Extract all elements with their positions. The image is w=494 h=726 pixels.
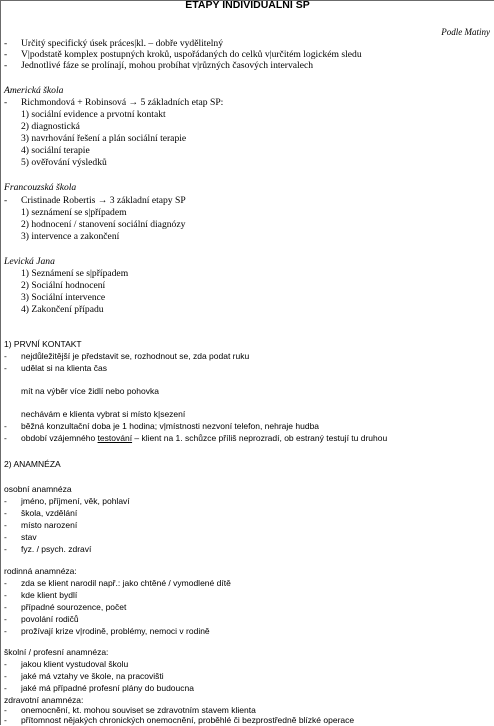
list-item: 2) hodnocení / stanovení sociální diagnózy: [21, 219, 186, 230]
bullet-mark: -: [4, 49, 8, 60]
list-item: 3) Sociální intervence: [21, 292, 106, 303]
list-item-continuation: mít na výběr více židlí nebo pohovka: [21, 386, 159, 396]
section-heading-contact: 1) PRVNÍ KONTAKT: [4, 339, 82, 349]
document-page: ETAPY INDIVIDUÁLNÍ SP Podle Matiny - Určitý specifický úsek práces|kl. – dobře vydělitelný - V|podstatě komplex postupných kroků, uspořádaných do celků v|určitém logickém sledu - Jednotlivé fáze se prolínají, mohou probíhat v|různých časových intervalech Americká škola - Richmondová + Robinsová → 5 základních etap SP: 1) sociální evidence a prvotní kontakt 2) diagnostická 3) navrhování řešení a plán sociální terapie 4) sociální terapie 5) ověřování výsledků Francouzská škola - Cristinade Robertis → 3 základní etapy SP 1) seznámení se s|případem 2) hodnocení / stanovení sociální diagnózy 3) intervence a zakončení Levická Jana 1) Seznámení se s|případem 2) Sociální hodnocení 3) Sociální intervence 4) Zakončení případu 1) PRVNÍ KONTAKT - nejdůležitější je představit se, rozhodnout se, zda podat ruku - udělat si na klienta čas mít na výběr více židlí nebo pohovka nechávám e klienta vybrat si místo k|sezení - běžná konzultační doba je 1 hodina; v|místnosti nezvoní telefon, nehraje hudba - období vzájemného testování – klient na 1. schůzce příliš neprozradí, ob estraný testují tu druhou 2) ANAMNÉZA osobní anamnéza - jméno, příjmení, věk, pohlaví - škola, vzdělání - místo narození - stav - fyz. / psych. zdraví rodinná anamnéza: - zda se klient narodil např.: jako chtěné / vymodlené dítě - kde klient bydlí - případné sourozence, počet - povolání rodičů - prožívají krize v|rodině, problémy, nemoci v rodině školní / profesní anamnéza: - jakou klient vystudoval školu - jaké má vztahy ve škole, na pracovišti - jaké má případné profesní plány do budoucna zdravotní anamnéza: - onemocnění, kt. mohou souviset se zdravotním stavem klienta - přítomnost nějakých chronických onemocnění, proběhlé či bezprostředně blízké operace: [0, 0, 494, 725]
list-item: 1) seznámení se s|případem: [21, 207, 127, 218]
section-heading-levicka: Levická Jana: [4, 256, 55, 267]
section-heading-anamneza: 2) ANAMNÉZA: [4, 459, 61, 469]
subheading-rodinna: rodinná anamnéza:: [4, 566, 77, 576]
subheading-osobni: osobní anamnéza: [4, 484, 72, 494]
subheading-zdravotni: zdravotní anamnéza:: [4, 695, 84, 705]
list-item: 4) sociální terapie: [21, 145, 90, 156]
list-item: 2) diagnostická: [21, 121, 80, 132]
author-note: Podle Matiny: [441, 27, 490, 37]
bullet-mark: -: [4, 38, 8, 49]
section-heading-american: Americká škola: [4, 85, 64, 96]
page-title: ETAPY INDIVIDUÁLNÍ SP: [185, 0, 310, 11]
list-item: 5) ověřování výsledků: [21, 157, 107, 168]
list-item: 3) navrhování řešení a plán sociální terapie: [21, 133, 187, 144]
list-item: 2) Sociální hodnocení: [21, 280, 106, 291]
bullet-mark: -: [4, 60, 8, 71]
list-item-continuation: nechávám e klienta vybrat si místo k|sezení: [21, 409, 186, 419]
list-item: 1) Seznámení se s|případem: [21, 268, 129, 279]
list-item: 1) sociální evidence a prvotní kontakt: [21, 109, 166, 120]
list-item: 3) intervence a zakončení: [21, 231, 120, 242]
list-item: 4) Zakončení případu: [21, 304, 104, 315]
section-heading-french: Francouzská škola: [4, 182, 77, 193]
subheading-skolni: školní / profesní anamnéza:: [4, 647, 109, 657]
